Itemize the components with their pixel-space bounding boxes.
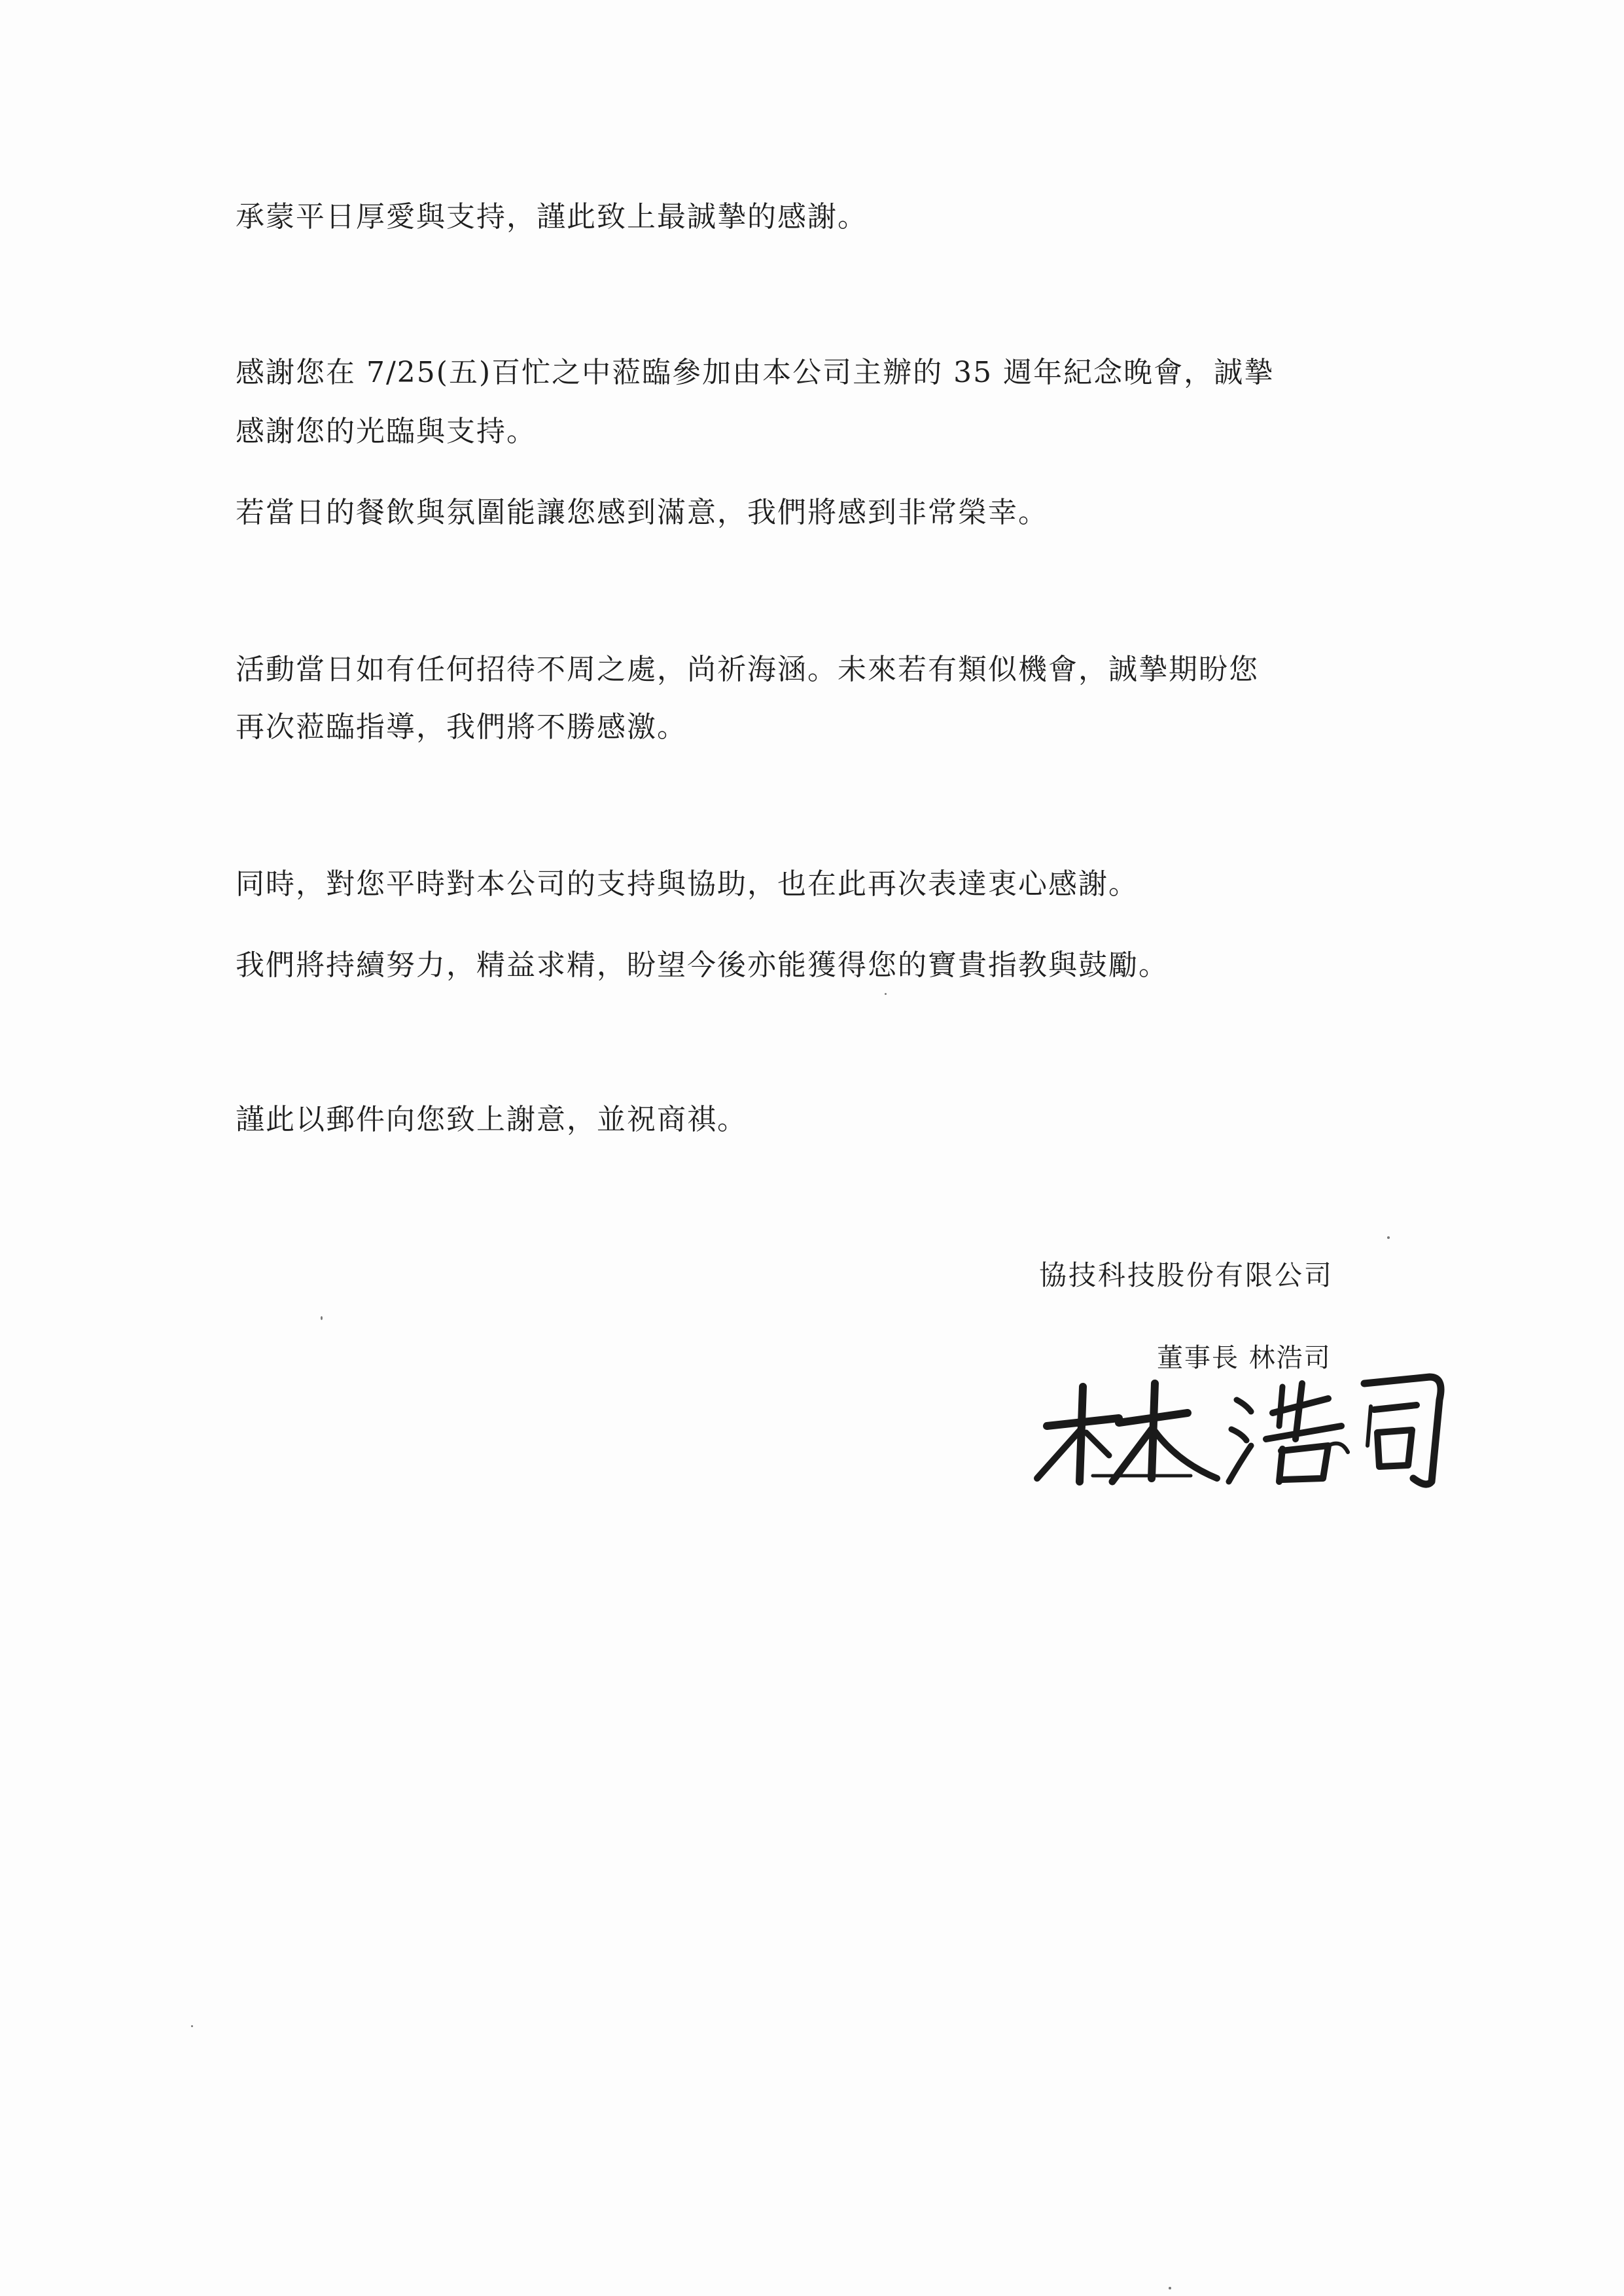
paragraph-line: 同時，對您平時對本公司的支持與協助，也在此再次表達衷心感謝。 xyxy=(236,867,1139,901)
paragraph-line: 感謝您的光臨與支持。 xyxy=(236,415,537,448)
signer-title: 董事長 林浩司 xyxy=(1157,1343,1332,1373)
scan-speck xyxy=(1169,2287,1171,2289)
greeting-line: 承蒙平日厚愛與支持，謹此致上最誠摯的感謝。 xyxy=(236,200,868,234)
scan-speck xyxy=(321,1316,323,1320)
company-name: 協技科技股份有限公司 xyxy=(1039,1259,1334,1291)
scan-speck xyxy=(885,993,887,995)
paragraph-line: 再次蒞臨指導，我們將不勝感激。 xyxy=(236,710,687,744)
scan-speck xyxy=(1387,1236,1390,1239)
closing-salutation: 謹此以郵件向您致上謝意，並祝商祺。 xyxy=(236,1103,747,1136)
paragraph-line: 我們將持續努力，精益求精，盼望今後亦能獲得您的寶貴指教與鼓勵。 xyxy=(236,948,1169,982)
paragraph-line: 感謝您在 7/25(五)百忙之中蒞臨參加由本公司主辦的 35 週年紀念晚會，誠摯 xyxy=(236,356,1275,389)
paragraph-line: 活動當日如有任何招待不周之處，尚祈海涵。未來若有類似機會，誠摯期盼您 xyxy=(236,653,1259,686)
scan-speck xyxy=(191,2025,193,2027)
paragraph-line: 若當日的餐飲與氛圍能讓您感到滿意，我們將感到非常榮幸。 xyxy=(236,496,1048,529)
